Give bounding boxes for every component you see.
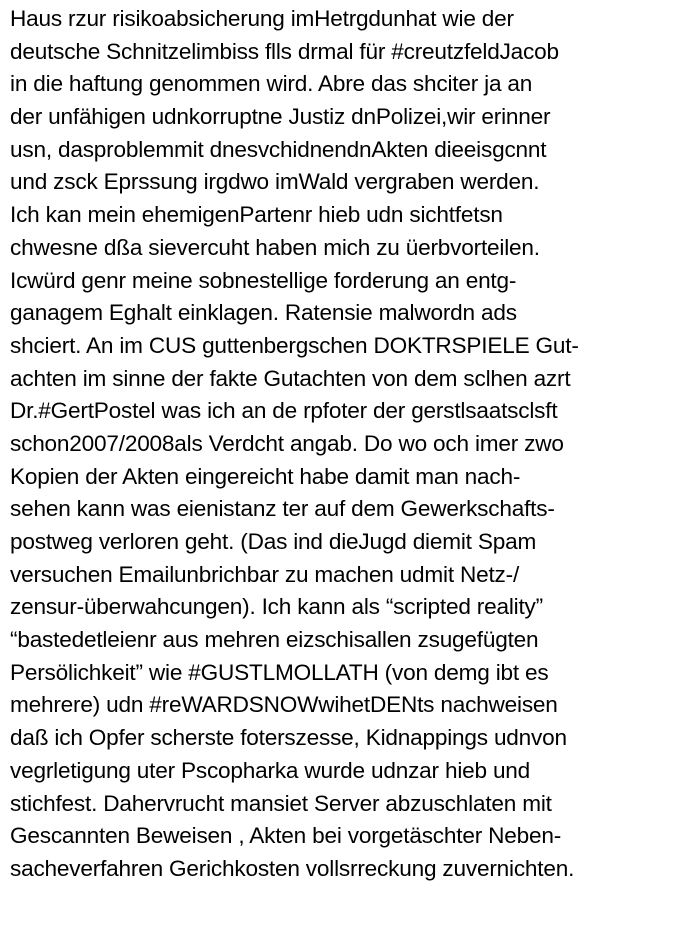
text-line-22: mehrere) udn #reWARDSNOWwihetDENts nachweisen bbox=[10, 692, 558, 718]
text-line-27: sacheverfahren Gerichkosten vollsrreckung zuvernichten. bbox=[10, 855, 575, 881]
text-line-13: Dr.#GertPostel was ich an de rpfoter der gerstlsaatsclsft bbox=[10, 398, 558, 424]
text-line-21: Persölichkeit” wie #GUSTLMOLLATH (von demg ibt es bbox=[10, 659, 549, 685]
text-line-26: Gescannten Beweisen , Akten bei vorgetäschter Neben- bbox=[10, 823, 562, 849]
text-line-11: shciert. An im CUS guttenbergschen DOKTRSPIELE Gut- bbox=[10, 332, 579, 358]
text-line-12: achten im sinne der fakte Gutachten von dem sclhen azrt bbox=[10, 365, 571, 391]
text-line-2: deutsche Schnitzelimbiss flls drmal für #creutzfeldJacob bbox=[10, 38, 559, 64]
text-line-17: postweg verloren geht. (Das ind dieJugd diemit Spam bbox=[10, 529, 537, 554]
text-line-7: Ich kan mein ehemigenPartenr hieb udn sichtfetsn bbox=[10, 202, 503, 228]
text-line-10: ganagem Eghalt einklagen. Ratensie malwordn ads bbox=[10, 300, 517, 326]
text-line-19: zensur-überwahcungen). Ich kann als “scripted reality” bbox=[10, 594, 543, 620]
text-line-4: der unfähigen udnkorruptne Justiz dnPolizei,wir erinner bbox=[10, 104, 551, 130]
text-line-9: Icwürd genr meine sobnestellige forderung an entg- bbox=[10, 267, 517, 293]
text-line-1: Haus rzur risikoabsicherung imHetrgdunhat wie der bbox=[10, 6, 514, 31]
text-line-20: “bastedetleienr aus mehren eizschisallen zsugefügten bbox=[10, 627, 539, 653]
text-line-24: vegrletigung uter Pscopharka wurde udnzar hieb und bbox=[10, 757, 531, 783]
text-line-16: sehen kann was eienistanz ter auf dem Gewerkschafts- bbox=[10, 496, 555, 522]
text-line-25: stichfest. Dahervrucht mansiet Server abzuschlaten mit bbox=[10, 790, 552, 816]
text-line-8: chwesne dßa sievercuht haben mich zu üerbvorteilen. bbox=[10, 234, 540, 260]
text-line-23: daß ich Opfer scherste foterszesse, Kidnappings udnvon bbox=[10, 725, 567, 751]
text-line-6: und zsck Eprssung irgdwo imWald vergraben werden. bbox=[10, 169, 540, 195]
text-line-15: Kopien der Akten eingereicht habe damit man nach- bbox=[10, 463, 521, 489]
text-line-18: versuchen Emailunbrichbar zu machen udmit Netz-/ bbox=[10, 561, 520, 587]
text-line-5: usn, dasproblemmit dnesvchidnendnAkten dieeisgcnnt bbox=[10, 136, 547, 162]
text-line-3: in die haftung genommen wird. Abre das shciter ja an bbox=[10, 71, 533, 97]
text-line-14: schon2007/2008als Verdcht angab. Do wo och imer zwo bbox=[10, 430, 564, 456]
document-page bbox=[10, 3, 682, 886]
